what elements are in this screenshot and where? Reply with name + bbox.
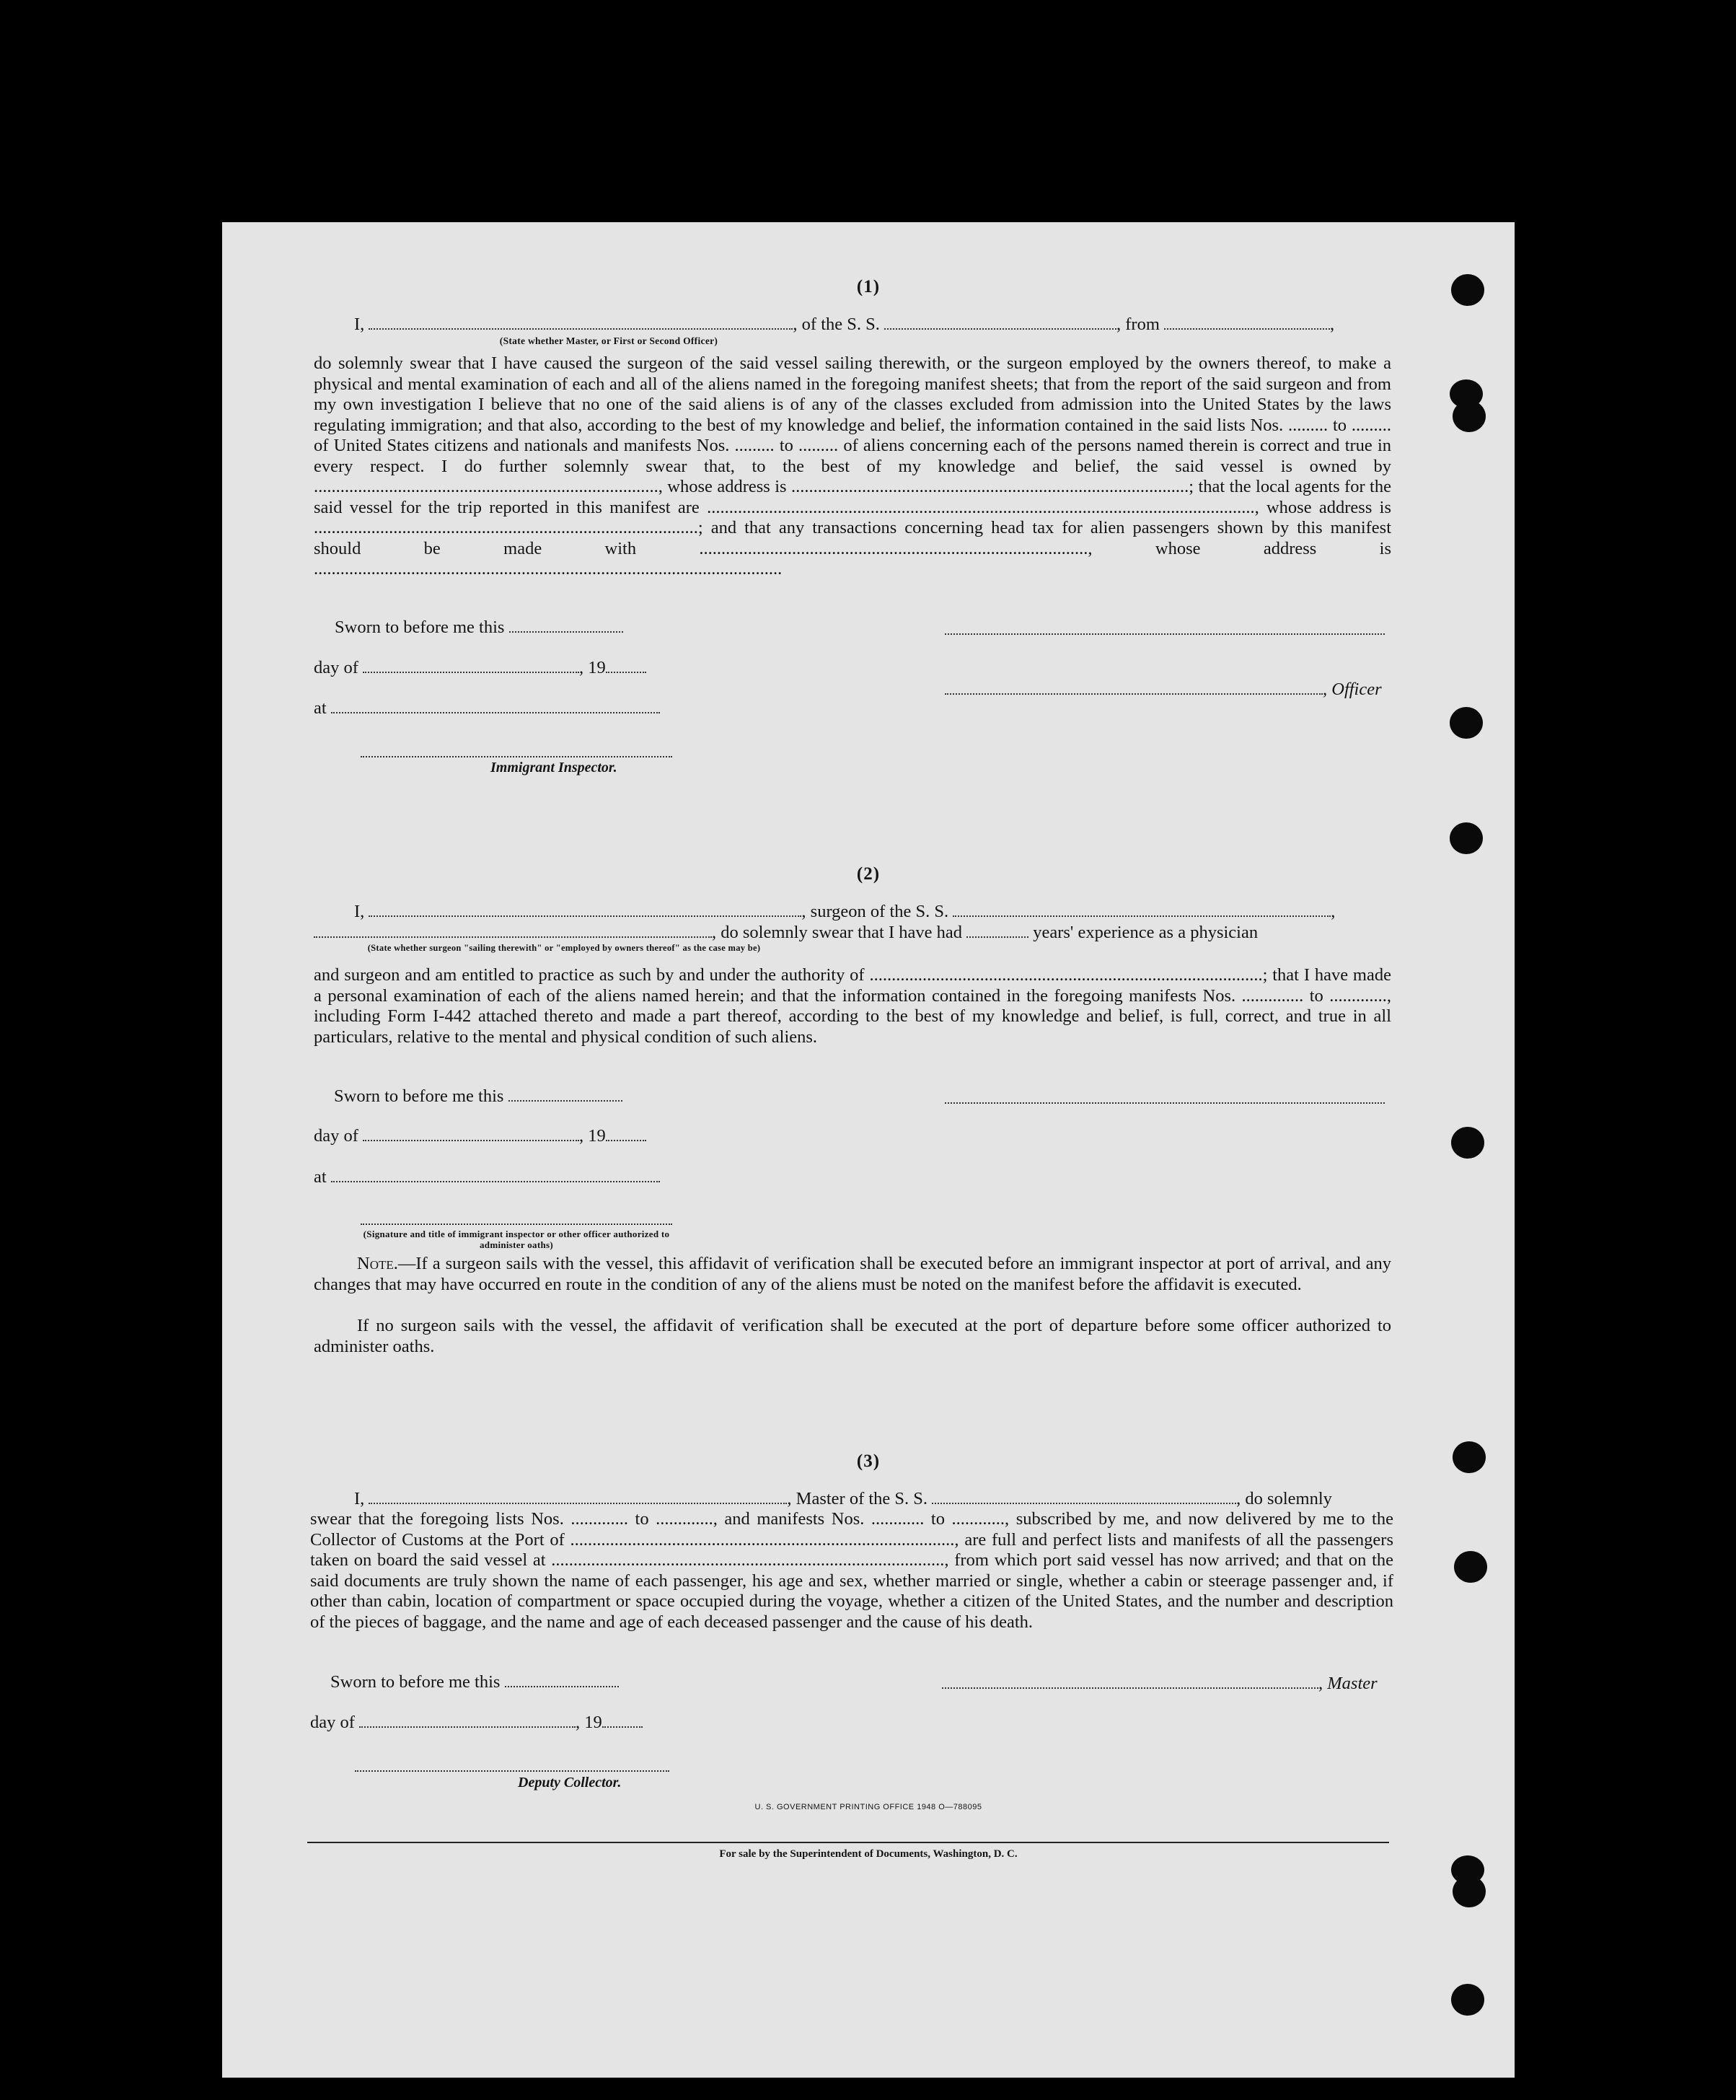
caption-master: (State whether Master, or First or Second Officer): [499, 335, 718, 346]
at-line-2: [314, 1167, 660, 1187]
month-field[interactable]: [363, 664, 579, 673]
month-field[interactable]: [359, 1719, 576, 1728]
comma: ,: [1331, 902, 1336, 921]
note-text: —If a surgeon sails with the vessel, this affidavit of verification shall be executed before an immigrant inspector at port of arrival, and any changes that may have occurred en route in the condition of any of the aliens must be noted on the manifest before the affidavit is executed.: [314, 1254, 1391, 1294]
year-label: , 19: [579, 658, 606, 677]
officer-line: [945, 680, 1382, 700]
label-i: I,: [354, 1489, 365, 1508]
sworn-label: Sworn to before me this: [330, 1672, 501, 1692]
label-of-ss: , of the S. S.: [793, 315, 880, 334]
deputy-caption: Deputy Collector.: [518, 1775, 622, 1791]
binder-hole: [1451, 274, 1484, 306]
label-surgeon-of-ss: , surgeon of the S. S.: [801, 902, 949, 921]
day-of-label: day of: [314, 1126, 358, 1146]
vessel-name-field[interactable]: [953, 908, 1331, 917]
surgeon-name-field[interactable]: [369, 908, 801, 917]
departure-port-field[interactable]: [1164, 321, 1330, 330]
officer-label: , Officer: [1323, 680, 1382, 699]
binder-hole: [1453, 1441, 1486, 1473]
day-line-2: [314, 1126, 646, 1146]
section-1-line-1: [354, 315, 1334, 335]
section-2-heading: (2): [856, 864, 881, 884]
vessel-name-field[interactable]: [884, 321, 1116, 330]
master-signature-line[interactable]: [945, 633, 1385, 635]
label-swear: , do solemnly swear that I have had: [712, 923, 962, 942]
section-3-line-1: [354, 1489, 1332, 1509]
day-of-label: day of: [314, 658, 358, 677]
year-label: , 19: [576, 1713, 602, 1732]
inspector-signature-line[interactable]: [361, 756, 672, 757]
day-of-label: day of: [310, 1713, 355, 1732]
label-do-solemnly: , do solemnly: [1236, 1489, 1332, 1508]
day-line-1: [314, 658, 646, 678]
year-field[interactable]: [606, 1133, 646, 1141]
sworn-label: Sworn to before me this: [335, 618, 505, 637]
note-label: Note.: [357, 1254, 398, 1273]
section-2-line-1: [354, 902, 1335, 922]
sworn-label: Sworn to before me this: [334, 1086, 504, 1106]
at-line-1: [314, 698, 660, 719]
deputy-signature-line[interactable]: [355, 1770, 669, 1772]
year-label: , 19: [579, 1126, 606, 1146]
at-label: at: [314, 698, 327, 718]
vessel-name-field[interactable]: [932, 1495, 1236, 1504]
master-signature-field[interactable]: [942, 1680, 1318, 1689]
years-field[interactable]: [966, 929, 1028, 938]
binder-hole: [1450, 707, 1483, 739]
sworn-line-1: [335, 618, 623, 638]
binder-hole: [1453, 400, 1486, 432]
section-2-line-2: [314, 923, 1258, 943]
label-from: , from: [1116, 315, 1160, 334]
binder-hole: [1454, 1551, 1487, 1583]
master-line: [942, 1674, 1378, 1694]
inspector-signature-line[interactable]: [361, 1223, 672, 1225]
caption-surgeon: (State whether surgeon "sailing therewith" or "employed by owners thereof" as the case may be): [367, 943, 761, 953]
label-i: I,: [354, 902, 365, 921]
sworn-day-field[interactable]: [509, 624, 623, 633]
label-i: I,: [354, 315, 365, 334]
place-field[interactable]: [331, 1174, 660, 1182]
section-1-heading: (1): [856, 277, 881, 296]
inspector-caption: Immigrant Inspector.: [490, 760, 617, 776]
officer-rank-field[interactable]: [369, 321, 793, 330]
section-1-body: do solemnly swear that I have caused the surgeon of the said vessel sailing therewith, or the surgeon employed by the owners thereof, to make a physical and mental examination of each and all of the aliens named in the foregoing manifest sheets; that from the report of the said surgeon and from my own investigation I believe that no one of the said aliens is of any of the classes excluded from admission into the United States by the laws regulating immigration; and that also, according to the best of my knowledge and belief, the information contained in the said lists Nos. ......... to ......... of United States citizens and nationals and manifests Nos. ......... to ......... of aliens concerning each of the persons named therein is correct and true in every respect. I do further solemnly swear that, to the best of my knowledge and belief, the said vessel is owned by .............................................................................., whose address is ..........................................................................................; that the local agents for the said vessel for the trip reported in this manifest are ............................................................................................................................, whose address is .......................................................................................; and that any transactions concerning head tax for alien passengers shown by this manifest should be made with ........................................................................................, whose address is ..........................................................................................................: [314, 353, 1391, 579]
place-field[interactable]: [331, 705, 660, 713]
binder-hole: [1451, 1984, 1484, 2016]
at-label: at: [314, 1167, 327, 1187]
surgeon-status-field[interactable]: [314, 929, 712, 938]
label-years: years' experience as a physician: [1033, 923, 1259, 942]
caption-signature: (Signature and title of immigrant inspector or other officer authorized to administer oaths): [363, 1229, 670, 1250]
sworn-line-2: [334, 1086, 622, 1107]
sworn-day-field[interactable]: [508, 1093, 622, 1102]
surgeon-signature-line[interactable]: [945, 1102, 1385, 1104]
label-master-of-ss: , Master of the S. S.: [787, 1489, 928, 1508]
officer-signature-field[interactable]: [945, 686, 1323, 695]
binder-hole: [1453, 1876, 1486, 1907]
comma: ,: [1330, 315, 1335, 334]
year-field[interactable]: [602, 1719, 643, 1728]
sworn-day-field[interactable]: [505, 1679, 619, 1687]
note-paragraph-2: If no surgeon sails with the vessel, the affidavit of verification shall be executed at the port of departure before some officer authorized to administer oaths.: [314, 1316, 1391, 1356]
binder-hole: [1450, 822, 1483, 854]
footer-rule: [307, 1842, 1389, 1843]
section-2-body: and surgeon and am entitled to practice as such by and under the authority of .........................................................................................; that I have made a personal examination of each of the aliens named herein; and that the information contained in the foregoing manifests Nos. .............. to ............., including Form I-442 attached thereto and made a part thereof, according to the best of my knowledge and belief, is full, correct, and true in all particulars, relative to the mental and physical condition of such aliens.: [314, 965, 1391, 1047]
note-paragraph: [314, 1254, 1391, 1295]
footer-text: For sale by the Superintendent of Documents, Washington, D. C.: [719, 1848, 1018, 1860]
form-page: [222, 222, 1515, 2078]
day-line-3: [310, 1713, 643, 1733]
master-name-field[interactable]: [369, 1495, 787, 1504]
year-field[interactable]: [606, 664, 646, 673]
section-3-body: swear that the foregoing lists Nos. ............. to ............., and manifests Nos. ............ to ............, subscribed by me, and now delivered by me to the Collector of Customs at the Port of ......................................................................................., are full and perfect lists and manifests of all the passengers taken on board the said vessel at ........................................................................................., from which port said vessel has now arrived; and that on the said documents are truly shown the name of each passenger, his age and sex, whether married or single, whether a cabin or steerage passenger and, if other than cabin, location of compartment or space occupied during the voyage, whether a citizen of the United States, and the number and description of the pieces of baggage, and the name and age of each deceased passenger and the cause of his death.: [310, 1509, 1393, 1632]
month-field[interactable]: [363, 1133, 579, 1141]
printing-office-line: U. S. GOVERNMENT PRINTING OFFICE 1948 O—788095: [754, 1803, 982, 1811]
section-3-heading: (3): [856, 1451, 881, 1471]
binder-hole: [1451, 1127, 1484, 1159]
sworn-line-3: [330, 1672, 619, 1692]
master-label: , Master: [1318, 1674, 1378, 1693]
